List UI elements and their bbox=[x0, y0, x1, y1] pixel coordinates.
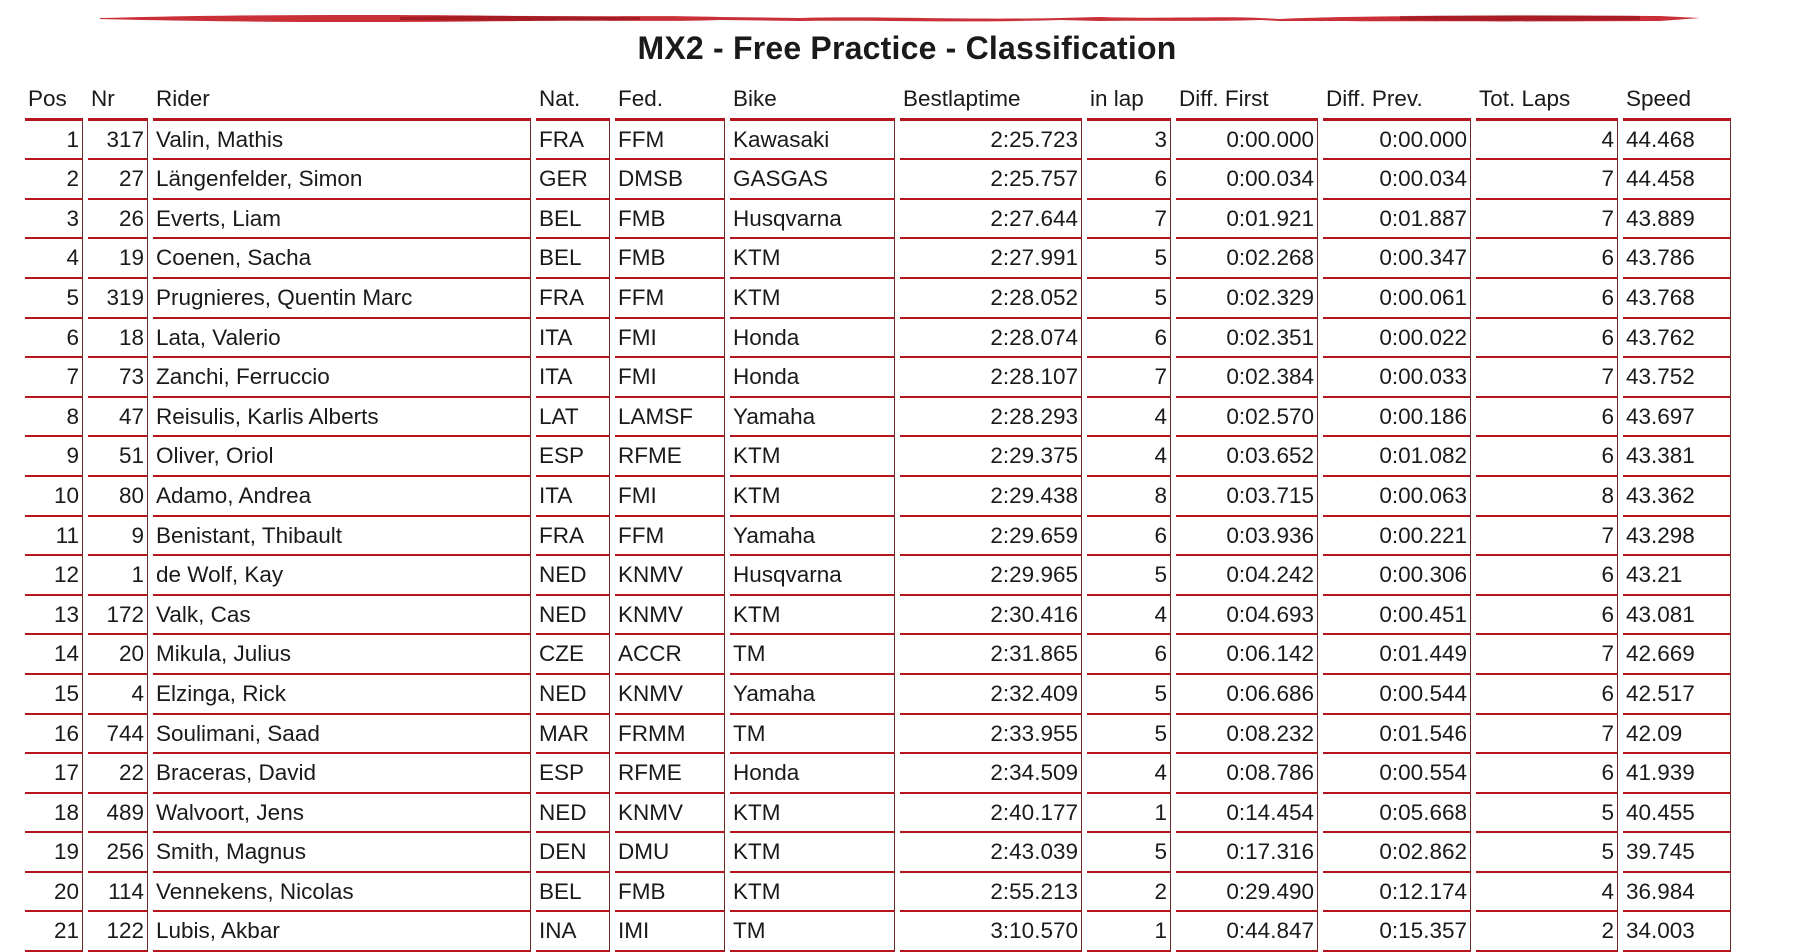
cell-speed: 43.697 bbox=[1623, 398, 1731, 438]
cell-speed: 43.752 bbox=[1623, 358, 1731, 398]
cell-tot-laps: 6 bbox=[1476, 754, 1618, 794]
cell-nr: 319 bbox=[88, 279, 148, 319]
cell-pos: 6 bbox=[25, 319, 83, 359]
cell-tot-laps: 7 bbox=[1476, 715, 1618, 755]
cell-pos: 4 bbox=[25, 239, 83, 279]
column-header-fed: Fed. bbox=[615, 80, 725, 121]
cell-diff-first: 0:02.384 bbox=[1176, 358, 1318, 398]
cell-diff-prev: 0:00.451 bbox=[1323, 596, 1471, 636]
cell-diff-first: 0:02.351 bbox=[1176, 319, 1318, 359]
column-header-diff-first: Diff. First bbox=[1176, 80, 1318, 121]
cell-nat: NED bbox=[536, 794, 610, 834]
cell-nr: 172 bbox=[88, 596, 148, 636]
cell-bike: TM bbox=[730, 635, 895, 675]
cell-tot-laps: 4 bbox=[1476, 121, 1618, 161]
cell-rider: Smith, Magnus bbox=[153, 833, 531, 873]
column-header-in-lap: in lap bbox=[1087, 80, 1171, 121]
column-header-speed: Speed bbox=[1623, 80, 1731, 121]
cell-diff-first: 0:02.268 bbox=[1176, 239, 1318, 279]
cell-diff-first: 0:03.715 bbox=[1176, 477, 1318, 517]
cell-bike: Honda bbox=[730, 754, 895, 794]
cell-diff-first: 0:00.034 bbox=[1176, 160, 1318, 200]
cell-nr: 744 bbox=[88, 715, 148, 755]
cell-rider: Braceras, David bbox=[153, 754, 531, 794]
cell-speed: 44.458 bbox=[1623, 160, 1731, 200]
cell-speed: 43.786 bbox=[1623, 239, 1731, 279]
cell-diff-prev: 0:15.357 bbox=[1323, 912, 1471, 952]
cell-tot-laps: 6 bbox=[1476, 437, 1618, 477]
cell-diff-prev: 0:01.082 bbox=[1323, 437, 1471, 477]
cell-fed: FMI bbox=[615, 319, 725, 359]
cell-bike: Kawasaki bbox=[730, 121, 895, 161]
cell-diff-prev: 0:00.306 bbox=[1323, 556, 1471, 596]
cell-bike: KTM bbox=[730, 437, 895, 477]
cell-tot-laps: 2 bbox=[1476, 912, 1618, 952]
cell-speed: 43.889 bbox=[1623, 200, 1731, 240]
cell-in-lap: 6 bbox=[1087, 517, 1171, 557]
cell-diff-prev: 0:00.221 bbox=[1323, 517, 1471, 557]
cell-rider: Vennekens, Nicolas bbox=[153, 873, 531, 913]
cell-speed: 43.081 bbox=[1623, 596, 1731, 636]
cell-diff-prev: 0:01.546 bbox=[1323, 715, 1471, 755]
cell-tot-laps: 6 bbox=[1476, 239, 1618, 279]
cell-nr: 4 bbox=[88, 675, 148, 715]
cell-pos: 20 bbox=[25, 873, 83, 913]
table-row bbox=[25, 121, 1731, 161]
cell-tot-laps: 7 bbox=[1476, 358, 1618, 398]
cell-speed: 44.468 bbox=[1623, 121, 1731, 161]
cell-pos: 8 bbox=[25, 398, 83, 438]
cell-bike: Husqvarna bbox=[730, 200, 895, 240]
cell-nat: ITA bbox=[536, 358, 610, 398]
cell-rider: Reisulis, Karlis Alberts bbox=[153, 398, 531, 438]
cell-rider: Valk, Cas bbox=[153, 596, 531, 636]
cell-in-lap: 7 bbox=[1087, 358, 1171, 398]
cell-nr: 26 bbox=[88, 200, 148, 240]
cell-nat: ITA bbox=[536, 477, 610, 517]
cell-bestlaptime: 2:29.659 bbox=[900, 517, 1082, 557]
table-row bbox=[25, 833, 1731, 873]
cell-fed: KNMV bbox=[615, 794, 725, 834]
cell-nat: BEL bbox=[536, 873, 610, 913]
page-title: MX2 - Free Practice - Classification bbox=[637, 30, 1177, 66]
table-row bbox=[25, 358, 1731, 398]
table-row bbox=[25, 477, 1731, 517]
cell-nr: 22 bbox=[88, 754, 148, 794]
table-row bbox=[25, 556, 1731, 596]
cell-diff-prev: 0:00.347 bbox=[1323, 239, 1471, 279]
cell-bestlaptime: 2:55.213 bbox=[900, 873, 1082, 913]
cell-diff-first: 0:08.232 bbox=[1176, 715, 1318, 755]
cell-rider: Coenen, Sacha bbox=[153, 239, 531, 279]
cell-in-lap: 6 bbox=[1087, 319, 1171, 359]
cell-in-lap: 5 bbox=[1087, 279, 1171, 319]
cell-fed: FFM bbox=[615, 279, 725, 319]
cell-bike: GASGAS bbox=[730, 160, 895, 200]
table-row bbox=[25, 437, 1731, 477]
column-header-bestlaptime: Bestlaptime bbox=[900, 80, 1082, 121]
cell-nr: 51 bbox=[88, 437, 148, 477]
cell-rider: de Wolf, Kay bbox=[153, 556, 531, 596]
cell-pos: 13 bbox=[25, 596, 83, 636]
cell-fed: DMU bbox=[615, 833, 725, 873]
cell-pos: 10 bbox=[25, 477, 83, 517]
column-header-pos: Pos bbox=[25, 80, 83, 121]
cell-speed: 39.745 bbox=[1623, 833, 1731, 873]
cell-bestlaptime: 2:27.644 bbox=[900, 200, 1082, 240]
cell-diff-first: 0:08.786 bbox=[1176, 754, 1318, 794]
cell-rider: Oliver, Oriol bbox=[153, 437, 531, 477]
cell-nat: FRA bbox=[536, 279, 610, 319]
cell-nat: ITA bbox=[536, 319, 610, 359]
cell-in-lap: 5 bbox=[1087, 239, 1171, 279]
cell-bestlaptime: 3:10.570 bbox=[900, 912, 1082, 952]
cell-nat: DEN bbox=[536, 833, 610, 873]
cell-in-lap: 1 bbox=[1087, 794, 1171, 834]
cell-in-lap: 5 bbox=[1087, 675, 1171, 715]
cell-in-lap: 8 bbox=[1087, 477, 1171, 517]
cell-tot-laps: 6 bbox=[1476, 596, 1618, 636]
cell-speed: 34.003 bbox=[1623, 912, 1731, 952]
cell-rider: Adamo, Andrea bbox=[153, 477, 531, 517]
cell-fed: LAMSF bbox=[615, 398, 725, 438]
cell-rider: Lata, Valerio bbox=[153, 319, 531, 359]
cell-fed: FMI bbox=[615, 358, 725, 398]
table-row bbox=[25, 873, 1731, 913]
cell-bestlaptime: 2:28.293 bbox=[900, 398, 1082, 438]
cell-nr: 317 bbox=[88, 121, 148, 161]
cell-bike: KTM bbox=[730, 596, 895, 636]
cell-nat: NED bbox=[536, 675, 610, 715]
cell-fed: RFME bbox=[615, 437, 725, 477]
cell-nat: BEL bbox=[536, 200, 610, 240]
cell-speed: 36.984 bbox=[1623, 873, 1731, 913]
cell-in-lap: 5 bbox=[1087, 833, 1171, 873]
cell-diff-prev: 0:00.033 bbox=[1323, 358, 1471, 398]
cell-nat: ESP bbox=[536, 754, 610, 794]
cell-diff-prev: 0:01.449 bbox=[1323, 635, 1471, 675]
cell-tot-laps: 4 bbox=[1476, 873, 1618, 913]
cell-nat: LAT bbox=[536, 398, 610, 438]
cell-bestlaptime: 2:28.052 bbox=[900, 279, 1082, 319]
cell-rider: Elzinga, Rick bbox=[153, 675, 531, 715]
cell-in-lap: 7 bbox=[1087, 200, 1171, 240]
cell-bike: Honda bbox=[730, 358, 895, 398]
cell-rider: Valin, Mathis bbox=[153, 121, 531, 161]
cell-diff-first: 0:04.693 bbox=[1176, 596, 1318, 636]
cell-diff-prev: 0:05.668 bbox=[1323, 794, 1471, 834]
cell-diff-first: 0:02.329 bbox=[1176, 279, 1318, 319]
table-row bbox=[25, 239, 1731, 279]
cell-fed: KNMV bbox=[615, 675, 725, 715]
cell-bestlaptime: 2:30.416 bbox=[900, 596, 1082, 636]
cell-nr: 9 bbox=[88, 517, 148, 557]
cell-tot-laps: 6 bbox=[1476, 675, 1618, 715]
cell-nr: 18 bbox=[88, 319, 148, 359]
cell-bestlaptime: 2:29.375 bbox=[900, 437, 1082, 477]
cell-pos: 18 bbox=[25, 794, 83, 834]
cell-tot-laps: 5 bbox=[1476, 833, 1618, 873]
cell-speed: 43.21 bbox=[1623, 556, 1731, 596]
cell-speed: 42.669 bbox=[1623, 635, 1731, 675]
cell-speed: 43.768 bbox=[1623, 279, 1731, 319]
cell-bike: KTM bbox=[730, 239, 895, 279]
column-header-tot-laps: Tot. Laps bbox=[1476, 80, 1618, 121]
cell-fed: FMI bbox=[615, 477, 725, 517]
cell-speed: 41.939 bbox=[1623, 754, 1731, 794]
cell-bike: KTM bbox=[730, 833, 895, 873]
cell-nat: NED bbox=[536, 596, 610, 636]
table-row bbox=[25, 635, 1731, 675]
cell-pos: 5 bbox=[25, 279, 83, 319]
cell-bestlaptime: 2:32.409 bbox=[900, 675, 1082, 715]
cell-nat: ESP bbox=[536, 437, 610, 477]
table-row bbox=[25, 398, 1731, 438]
cell-nat: CZE bbox=[536, 635, 610, 675]
cell-bike: Yamaha bbox=[730, 675, 895, 715]
cell-fed: FRMM bbox=[615, 715, 725, 755]
cell-rider: Zanchi, Ferruccio bbox=[153, 358, 531, 398]
cell-rider: Benistant, Thibault bbox=[153, 517, 531, 557]
cell-tot-laps: 7 bbox=[1476, 517, 1618, 557]
cell-diff-prev: 0:00.554 bbox=[1323, 754, 1471, 794]
cell-nat: INA bbox=[536, 912, 610, 952]
cell-in-lap: 4 bbox=[1087, 754, 1171, 794]
cell-bike: KTM bbox=[730, 279, 895, 319]
cell-pos: 9 bbox=[25, 437, 83, 477]
cell-nr: 47 bbox=[88, 398, 148, 438]
cell-tot-laps: 7 bbox=[1476, 635, 1618, 675]
cell-diff-prev: 0:00.061 bbox=[1323, 279, 1471, 319]
cell-diff-prev: 0:00.022 bbox=[1323, 319, 1471, 359]
cell-in-lap: 1 bbox=[1087, 912, 1171, 952]
cell-nr: 114 bbox=[88, 873, 148, 913]
cell-diff-first: 0:17.316 bbox=[1176, 833, 1318, 873]
table-row bbox=[25, 160, 1731, 200]
cell-tot-laps: 6 bbox=[1476, 279, 1618, 319]
column-header-bike: Bike bbox=[730, 80, 895, 121]
cell-nat: GER bbox=[536, 160, 610, 200]
cell-bestlaptime: 2:31.865 bbox=[900, 635, 1082, 675]
column-header-rider: Rider bbox=[153, 80, 531, 121]
cell-fed: DMSB bbox=[615, 160, 725, 200]
cell-nat: BEL bbox=[536, 239, 610, 279]
cell-fed: FMB bbox=[615, 200, 725, 240]
cell-diff-first: 0:00.000 bbox=[1176, 121, 1318, 161]
cell-pos: 16 bbox=[25, 715, 83, 755]
column-header-nat: Nat. bbox=[536, 80, 610, 121]
cell-diff-prev: 0:00.186 bbox=[1323, 398, 1471, 438]
cell-speed: 43.381 bbox=[1623, 437, 1731, 477]
cell-bestlaptime: 2:34.509 bbox=[900, 754, 1082, 794]
classification-table bbox=[20, 80, 1736, 952]
cell-in-lap: 2 bbox=[1087, 873, 1171, 913]
cell-bestlaptime: 2:28.107 bbox=[900, 358, 1082, 398]
cell-pos: 14 bbox=[25, 635, 83, 675]
cell-bike: TM bbox=[730, 912, 895, 952]
cell-bike: Yamaha bbox=[730, 517, 895, 557]
cell-pos: 15 bbox=[25, 675, 83, 715]
cell-tot-laps: 6 bbox=[1476, 319, 1618, 359]
cell-fed: KNMV bbox=[615, 556, 725, 596]
cell-nr: 73 bbox=[88, 358, 148, 398]
cell-in-lap: 4 bbox=[1087, 437, 1171, 477]
cell-speed: 42.517 bbox=[1623, 675, 1731, 715]
cell-bike: Yamaha bbox=[730, 398, 895, 438]
cell-tot-laps: 6 bbox=[1476, 556, 1618, 596]
cell-nat: NED bbox=[536, 556, 610, 596]
cell-tot-laps: 5 bbox=[1476, 794, 1618, 834]
cell-bestlaptime: 2:25.757 bbox=[900, 160, 1082, 200]
cell-fed: FFM bbox=[615, 517, 725, 557]
cell-pos: 11 bbox=[25, 517, 83, 557]
table-row bbox=[25, 200, 1731, 240]
cell-pos: 1 bbox=[25, 121, 83, 161]
cell-bestlaptime: 2:29.965 bbox=[900, 556, 1082, 596]
cell-nr: 122 bbox=[88, 912, 148, 952]
cell-tot-laps: 6 bbox=[1476, 398, 1618, 438]
cell-bike: Honda bbox=[730, 319, 895, 359]
cell-nr: 19 bbox=[88, 239, 148, 279]
cell-speed: 40.455 bbox=[1623, 794, 1731, 834]
table-row bbox=[25, 517, 1731, 557]
cell-bike: KTM bbox=[730, 477, 895, 517]
cell-diff-first: 0:06.686 bbox=[1176, 675, 1318, 715]
cell-rider: Soulimani, Saad bbox=[153, 715, 531, 755]
cell-bike: TM bbox=[730, 715, 895, 755]
table-row bbox=[25, 754, 1731, 794]
cell-rider: Prugnieres, Quentin Marc bbox=[153, 279, 531, 319]
table-row bbox=[25, 912, 1731, 952]
cell-pos: 12 bbox=[25, 556, 83, 596]
cell-speed: 43.762 bbox=[1623, 319, 1731, 359]
cell-tot-laps: 7 bbox=[1476, 200, 1618, 240]
cell-bestlaptime: 2:33.955 bbox=[900, 715, 1082, 755]
table-row bbox=[25, 715, 1731, 755]
cell-nr: 1 bbox=[88, 556, 148, 596]
cell-diff-first: 0:14.454 bbox=[1176, 794, 1318, 834]
table-body bbox=[25, 121, 1731, 952]
cell-nr: 20 bbox=[88, 635, 148, 675]
cell-in-lap: 6 bbox=[1087, 160, 1171, 200]
cell-pos: 2 bbox=[25, 160, 83, 200]
cell-fed: KNMV bbox=[615, 596, 725, 636]
brush-stroke-decoration bbox=[100, 11, 1700, 25]
cell-bestlaptime: 2:43.039 bbox=[900, 833, 1082, 873]
cell-diff-prev: 0:00.063 bbox=[1323, 477, 1471, 517]
cell-nr: 80 bbox=[88, 477, 148, 517]
cell-rider: Lubis, Akbar bbox=[153, 912, 531, 952]
cell-speed: 43.298 bbox=[1623, 517, 1731, 557]
cell-diff-prev: 0:12.174 bbox=[1323, 873, 1471, 913]
cell-diff-first: 0:29.490 bbox=[1176, 873, 1318, 913]
cell-diff-first: 0:04.242 bbox=[1176, 556, 1318, 596]
cell-diff-first: 0:44.847 bbox=[1176, 912, 1318, 952]
cell-nat: FRA bbox=[536, 517, 610, 557]
cell-tot-laps: 7 bbox=[1476, 160, 1618, 200]
table-row bbox=[25, 794, 1731, 834]
cell-in-lap: 5 bbox=[1087, 715, 1171, 755]
cell-nr: 27 bbox=[88, 160, 148, 200]
cell-diff-prev: 0:00.000 bbox=[1323, 121, 1471, 161]
cell-bike: Husqvarna bbox=[730, 556, 895, 596]
cell-tot-laps: 8 bbox=[1476, 477, 1618, 517]
cell-nat: FRA bbox=[536, 121, 610, 161]
cell-rider: Mikula, Julius bbox=[153, 635, 531, 675]
cell-bestlaptime: 2:40.177 bbox=[900, 794, 1082, 834]
cell-diff-first: 0:06.142 bbox=[1176, 635, 1318, 675]
column-header-diff-prev: Diff. Prev. bbox=[1323, 80, 1471, 121]
cell-rider: Walvoort, Jens bbox=[153, 794, 531, 834]
cell-rider: Everts, Liam bbox=[153, 200, 531, 240]
cell-pos: 3 bbox=[25, 200, 83, 240]
cell-in-lap: 4 bbox=[1087, 398, 1171, 438]
table-row bbox=[25, 675, 1731, 715]
cell-nat: MAR bbox=[536, 715, 610, 755]
cell-bestlaptime: 2:28.074 bbox=[900, 319, 1082, 359]
cell-diff-first: 0:02.570 bbox=[1176, 398, 1318, 438]
cell-pos: 19 bbox=[25, 833, 83, 873]
cell-in-lap: 4 bbox=[1087, 596, 1171, 636]
cell-bestlaptime: 2:25.723 bbox=[900, 121, 1082, 161]
cell-fed: ACCR bbox=[615, 635, 725, 675]
cell-pos: 17 bbox=[25, 754, 83, 794]
cell-diff-prev: 0:00.544 bbox=[1323, 675, 1471, 715]
column-header-nr: Nr bbox=[88, 80, 148, 121]
table-row bbox=[25, 279, 1731, 319]
cell-bestlaptime: 2:29.438 bbox=[900, 477, 1082, 517]
cell-pos: 21 bbox=[25, 912, 83, 952]
cell-diff-first: 0:03.652 bbox=[1176, 437, 1318, 477]
cell-diff-prev: 0:02.862 bbox=[1323, 833, 1471, 873]
cell-speed: 43.362 bbox=[1623, 477, 1731, 517]
cell-speed: 42.09 bbox=[1623, 715, 1731, 755]
cell-fed: IMI bbox=[615, 912, 725, 952]
cell-in-lap: 5 bbox=[1087, 556, 1171, 596]
cell-fed: FMB bbox=[615, 873, 725, 913]
cell-fed: RFME bbox=[615, 754, 725, 794]
header-row bbox=[25, 80, 1731, 121]
cell-diff-first: 0:01.921 bbox=[1176, 200, 1318, 240]
cell-diff-prev: 0:01.887 bbox=[1323, 200, 1471, 240]
table-row bbox=[25, 319, 1731, 359]
cell-in-lap: 3 bbox=[1087, 121, 1171, 161]
cell-pos: 7 bbox=[25, 358, 83, 398]
cell-fed: FFM bbox=[615, 121, 725, 161]
cell-fed: FMB bbox=[615, 239, 725, 279]
cell-in-lap: 6 bbox=[1087, 635, 1171, 675]
cell-diff-first: 0:03.936 bbox=[1176, 517, 1318, 557]
cell-bestlaptime: 2:27.991 bbox=[900, 239, 1082, 279]
cell-bike: KTM bbox=[730, 794, 895, 834]
cell-nr: 489 bbox=[88, 794, 148, 834]
cell-nr: 256 bbox=[88, 833, 148, 873]
cell-bike: KTM bbox=[730, 873, 895, 913]
cell-diff-prev: 0:00.034 bbox=[1323, 160, 1471, 200]
table-row bbox=[25, 596, 1731, 636]
cell-rider: Längenfelder, Simon bbox=[153, 160, 531, 200]
